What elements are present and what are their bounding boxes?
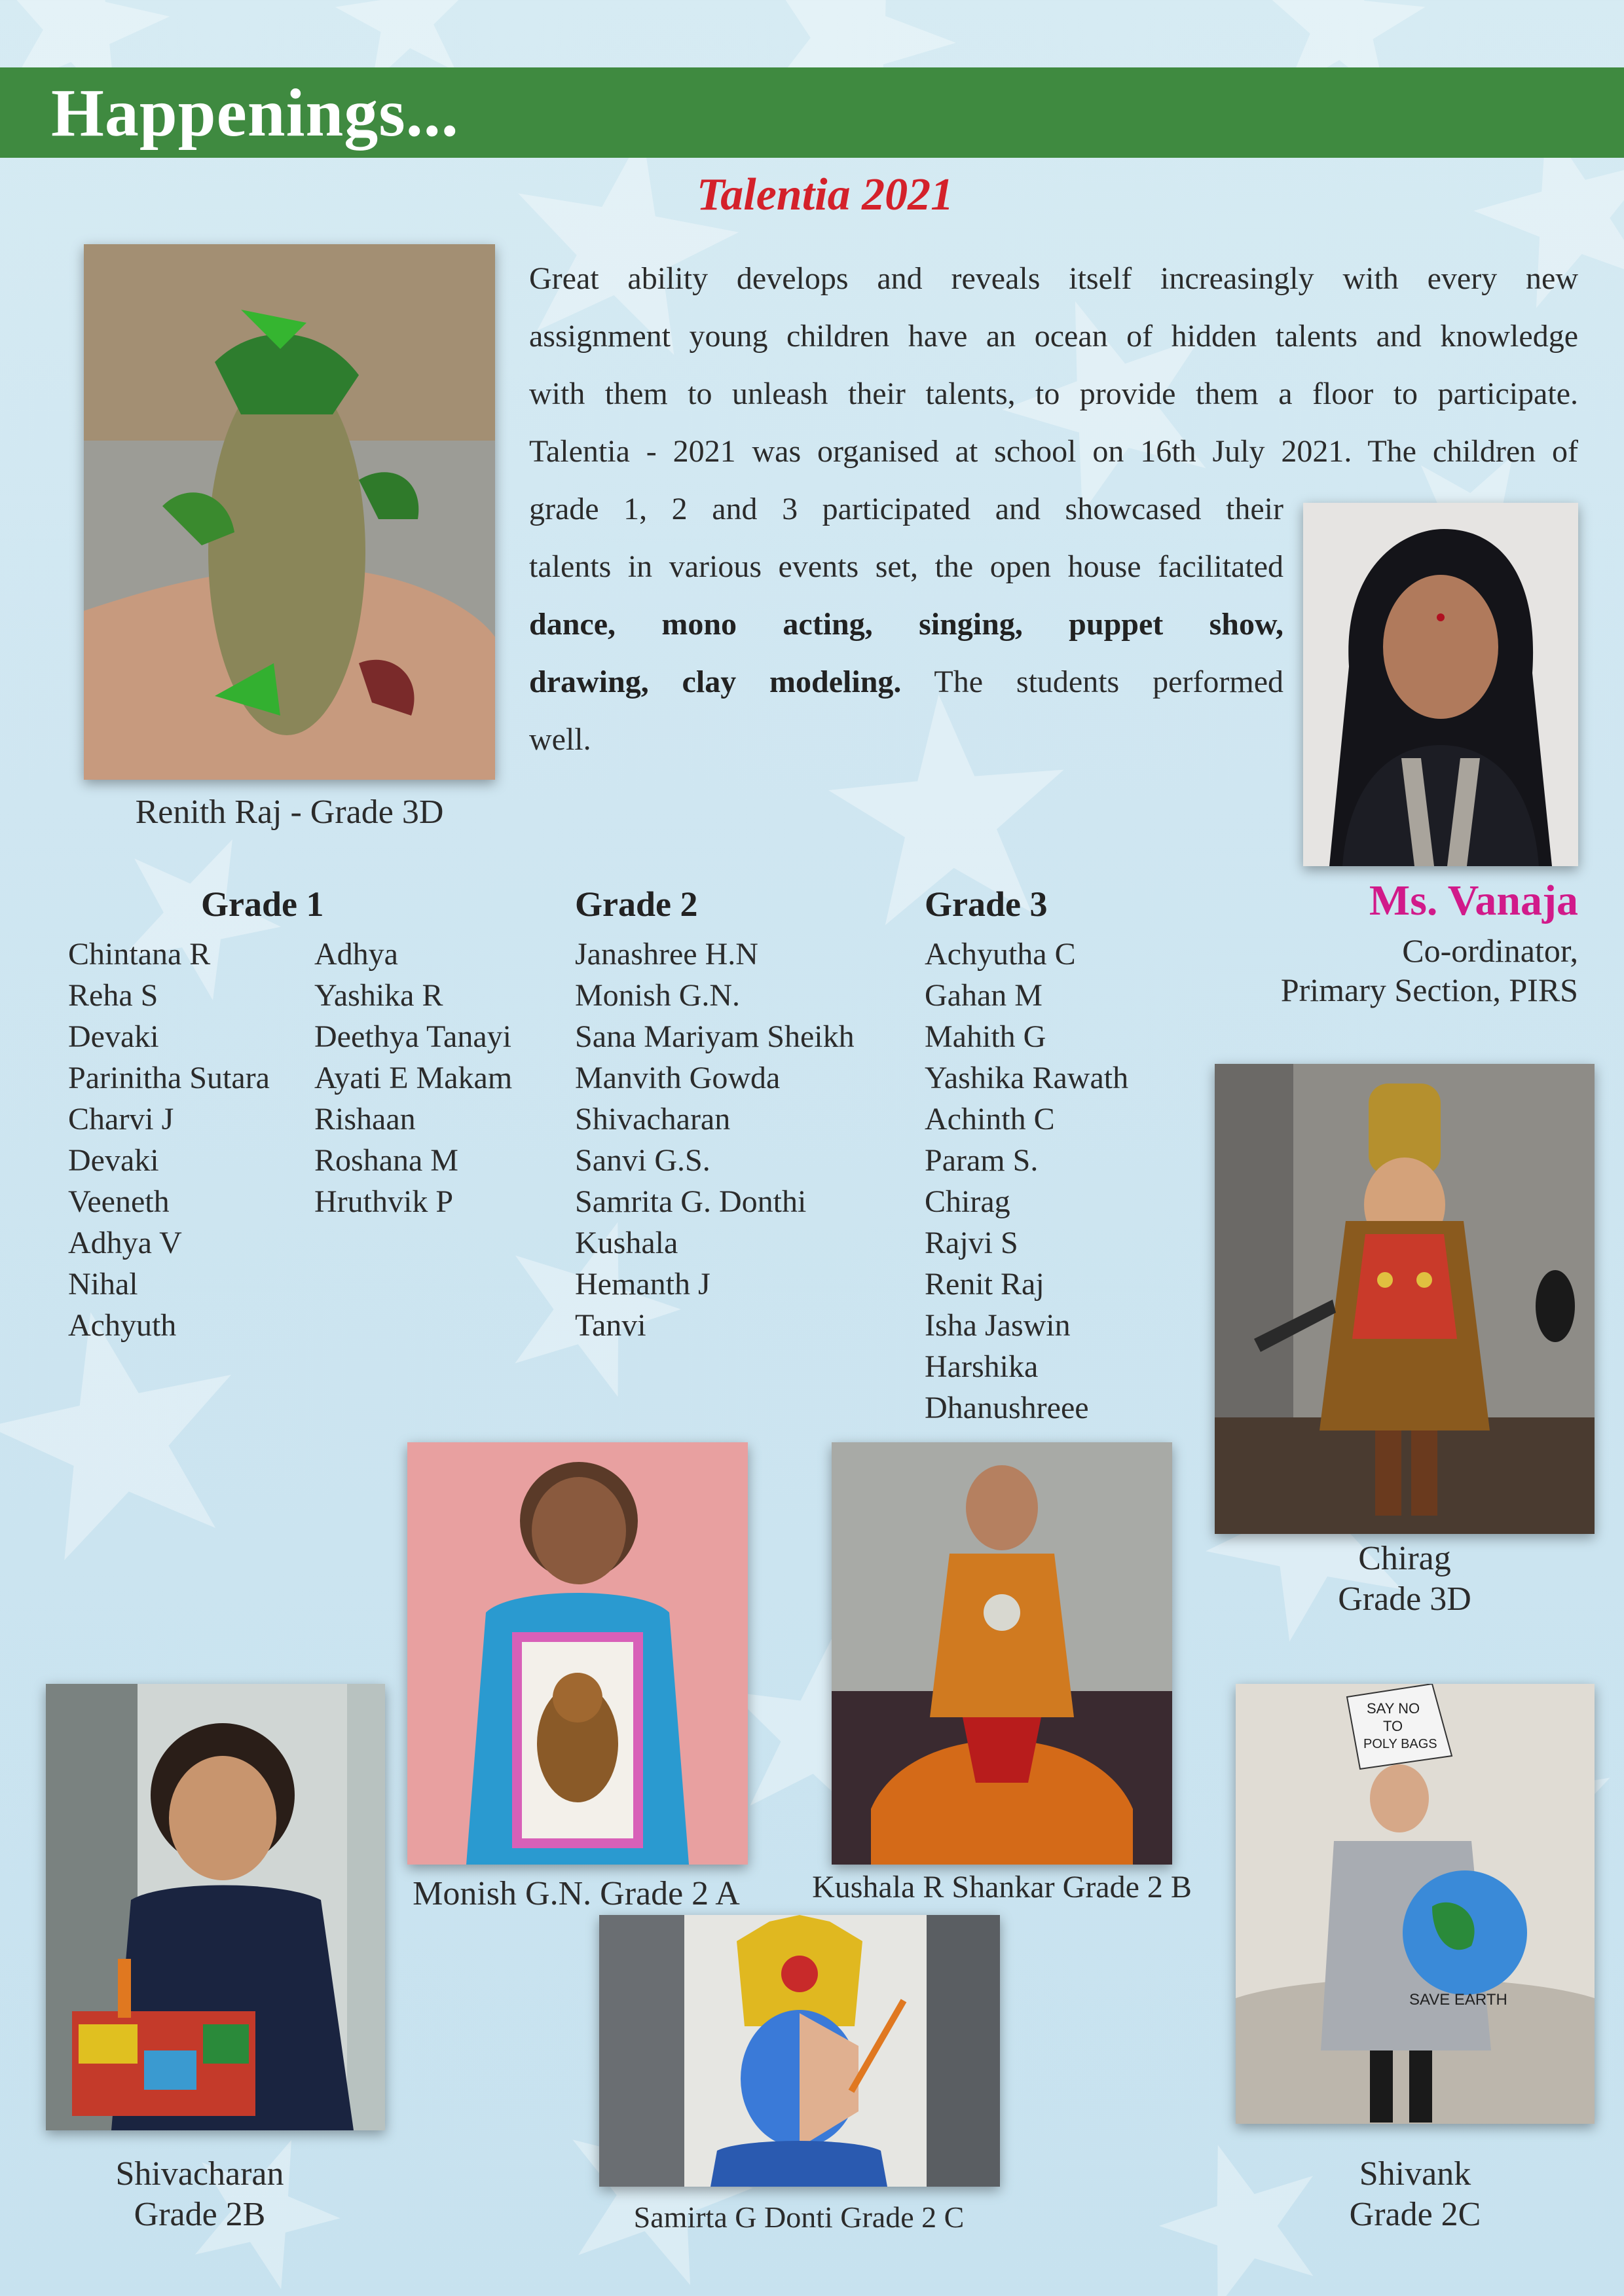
caption-shivank (1236, 2154, 1595, 2235)
list-item: Veeneth (68, 1184, 170, 1219)
photo-kushala (832, 1442, 1172, 1865)
list-item: Harshika (925, 1349, 1039, 1384)
caption-kushala: Kushala R Shankar Grade 2 B (812, 1870, 1192, 1904)
coordinator-role-line: Co-ordinator, (1402, 932, 1578, 969)
list-item: Mahith G (925, 1019, 1046, 1054)
grade2-heading: Grade 2 (575, 884, 698, 924)
caption-line: Chirag (1358, 1540, 1451, 1577)
coordinator-role-line: Primary Section, PIRS (1280, 972, 1578, 1008)
shivank-sign-text: SAVE EARTH (1409, 1991, 1507, 2009)
caption-line: Grade 2C (1349, 2196, 1481, 2233)
caption-shivacharan (26, 2154, 373, 2235)
photo-monish (407, 1442, 748, 1865)
description-text: The students performed (901, 665, 1284, 699)
list-item: Shivacharan (575, 1102, 731, 1137)
list-item: Chintana R (68, 937, 211, 972)
description-line: with them to unleash their talents, to provide them a floor to participate. (529, 376, 1578, 411)
photo-renith-bird-craft (84, 244, 495, 780)
description-line: talents in various events set, the open house facilitated (529, 549, 1283, 584)
coordinator-name: Ms. Vanaja (1369, 877, 1578, 924)
photo-shivank (1236, 1684, 1595, 2124)
caption-renith: Renith Raj - Grade 3D (135, 793, 444, 831)
caption-line: Grade 2B (134, 2196, 266, 2233)
list-item: Monish G.N. (575, 978, 741, 1013)
shivank-hat-text: SAY NO (1367, 1700, 1420, 1717)
description-line: assignment young children have an ocean of hidden talents and knowledge (529, 319, 1578, 354)
description-line-events (529, 596, 1283, 653)
list-item: Devaki (68, 1143, 159, 1178)
list-item: Kushala (575, 1226, 678, 1260)
description-line: well. (529, 722, 591, 757)
list-item: Sanvi G.S. (575, 1143, 710, 1178)
list-item: Samrita G. Donthi (575, 1184, 807, 1219)
caption-chirag (1215, 1539, 1595, 1620)
list-item: Chirag (925, 1184, 1010, 1219)
description-line: grade 1, 2 and 3 participated and showcased their (529, 492, 1283, 526)
page-title: Happenings... (51, 75, 459, 151)
list-item: Hemanth J (575, 1267, 710, 1302)
list-item: Yashika R (314, 978, 443, 1013)
list-item: Achinth C (925, 1102, 1055, 1137)
list-item: Dhanushreee (925, 1391, 1089, 1425)
list-item: Roshana M (314, 1143, 458, 1178)
caption-line: Shivank (1359, 2155, 1471, 2193)
grade2-list (575, 934, 855, 1346)
list-item: Charvi J (68, 1102, 174, 1137)
event-description (529, 250, 1578, 481)
description-line: Great ability develops and reveals itself increasingly with every new (529, 261, 1578, 296)
photo-chirag (1215, 1064, 1595, 1534)
caption-samirta: Samirta G Donti Grade 2 C (633, 2200, 965, 2234)
list-item: Achyuth (68, 1308, 177, 1343)
events-list-bold: drawing, clay modeling. (529, 665, 902, 699)
grade1-list-b (314, 934, 512, 1222)
list-item: Parinitha Sutara (68, 1061, 270, 1095)
coordinator-role (1281, 931, 1578, 1010)
list-item: Yashika Rawath (925, 1061, 1129, 1095)
list-item: Ayati E Makam (314, 1061, 513, 1095)
list-item: Deethya Tanayi (314, 1019, 511, 1054)
list-item: Tanvi (575, 1308, 646, 1343)
events-list-bold: dance, mono acting, singing, puppet show, (529, 607, 1283, 642)
description-line: Talentia - 2021 was organised at school on 16th July 2021. The children of (529, 434, 1578, 469)
list-item: Rishaan (314, 1102, 416, 1137)
list-item: Reha S (68, 978, 158, 1013)
grade1-heading: Grade 1 (201, 884, 324, 924)
caption-monish: Monish G.N. Grade 2 A (413, 1875, 740, 1912)
caption-line: Shivacharan (115, 2155, 284, 2193)
list-item: Hruthvik P (314, 1184, 454, 1219)
photo-coordinator (1303, 503, 1578, 866)
list-item: Devaki (68, 1019, 159, 1054)
list-item: Adhya (314, 937, 398, 972)
grade3-heading: Grade 3 (925, 884, 1048, 924)
list-item: Achyutha C (925, 937, 1076, 972)
list-item: Rajvi S (925, 1226, 1018, 1260)
event-description-narrow (529, 481, 1283, 769)
event-title: Talentia 2021 (696, 170, 954, 220)
list-item: Janashree H.N (575, 937, 758, 972)
list-item: Renit Raj (925, 1267, 1044, 1302)
list-item: Sana Mariyam Sheikh (575, 1019, 855, 1054)
list-item: Isha Jaswin (925, 1308, 1071, 1343)
caption-line: Grade 3D (1338, 1580, 1471, 1618)
description-line-events (529, 653, 1283, 711)
list-item: Nihal (68, 1267, 138, 1302)
grade1-list-a (68, 934, 270, 1346)
shivank-hat-text: TO (1383, 1718, 1403, 1734)
list-item: Adhya V (68, 1226, 182, 1260)
grade3-list (925, 934, 1128, 1429)
list-item: Manvith Gowda (575, 1061, 781, 1095)
list-item: Gahan M (925, 978, 1043, 1013)
shivank-hat-text: POLY BAGS (1363, 1737, 1437, 1751)
list-item: Param S. (925, 1143, 1039, 1178)
photo-shivacharan (46, 1684, 385, 2130)
photo-samirta (599, 1915, 1000, 2187)
